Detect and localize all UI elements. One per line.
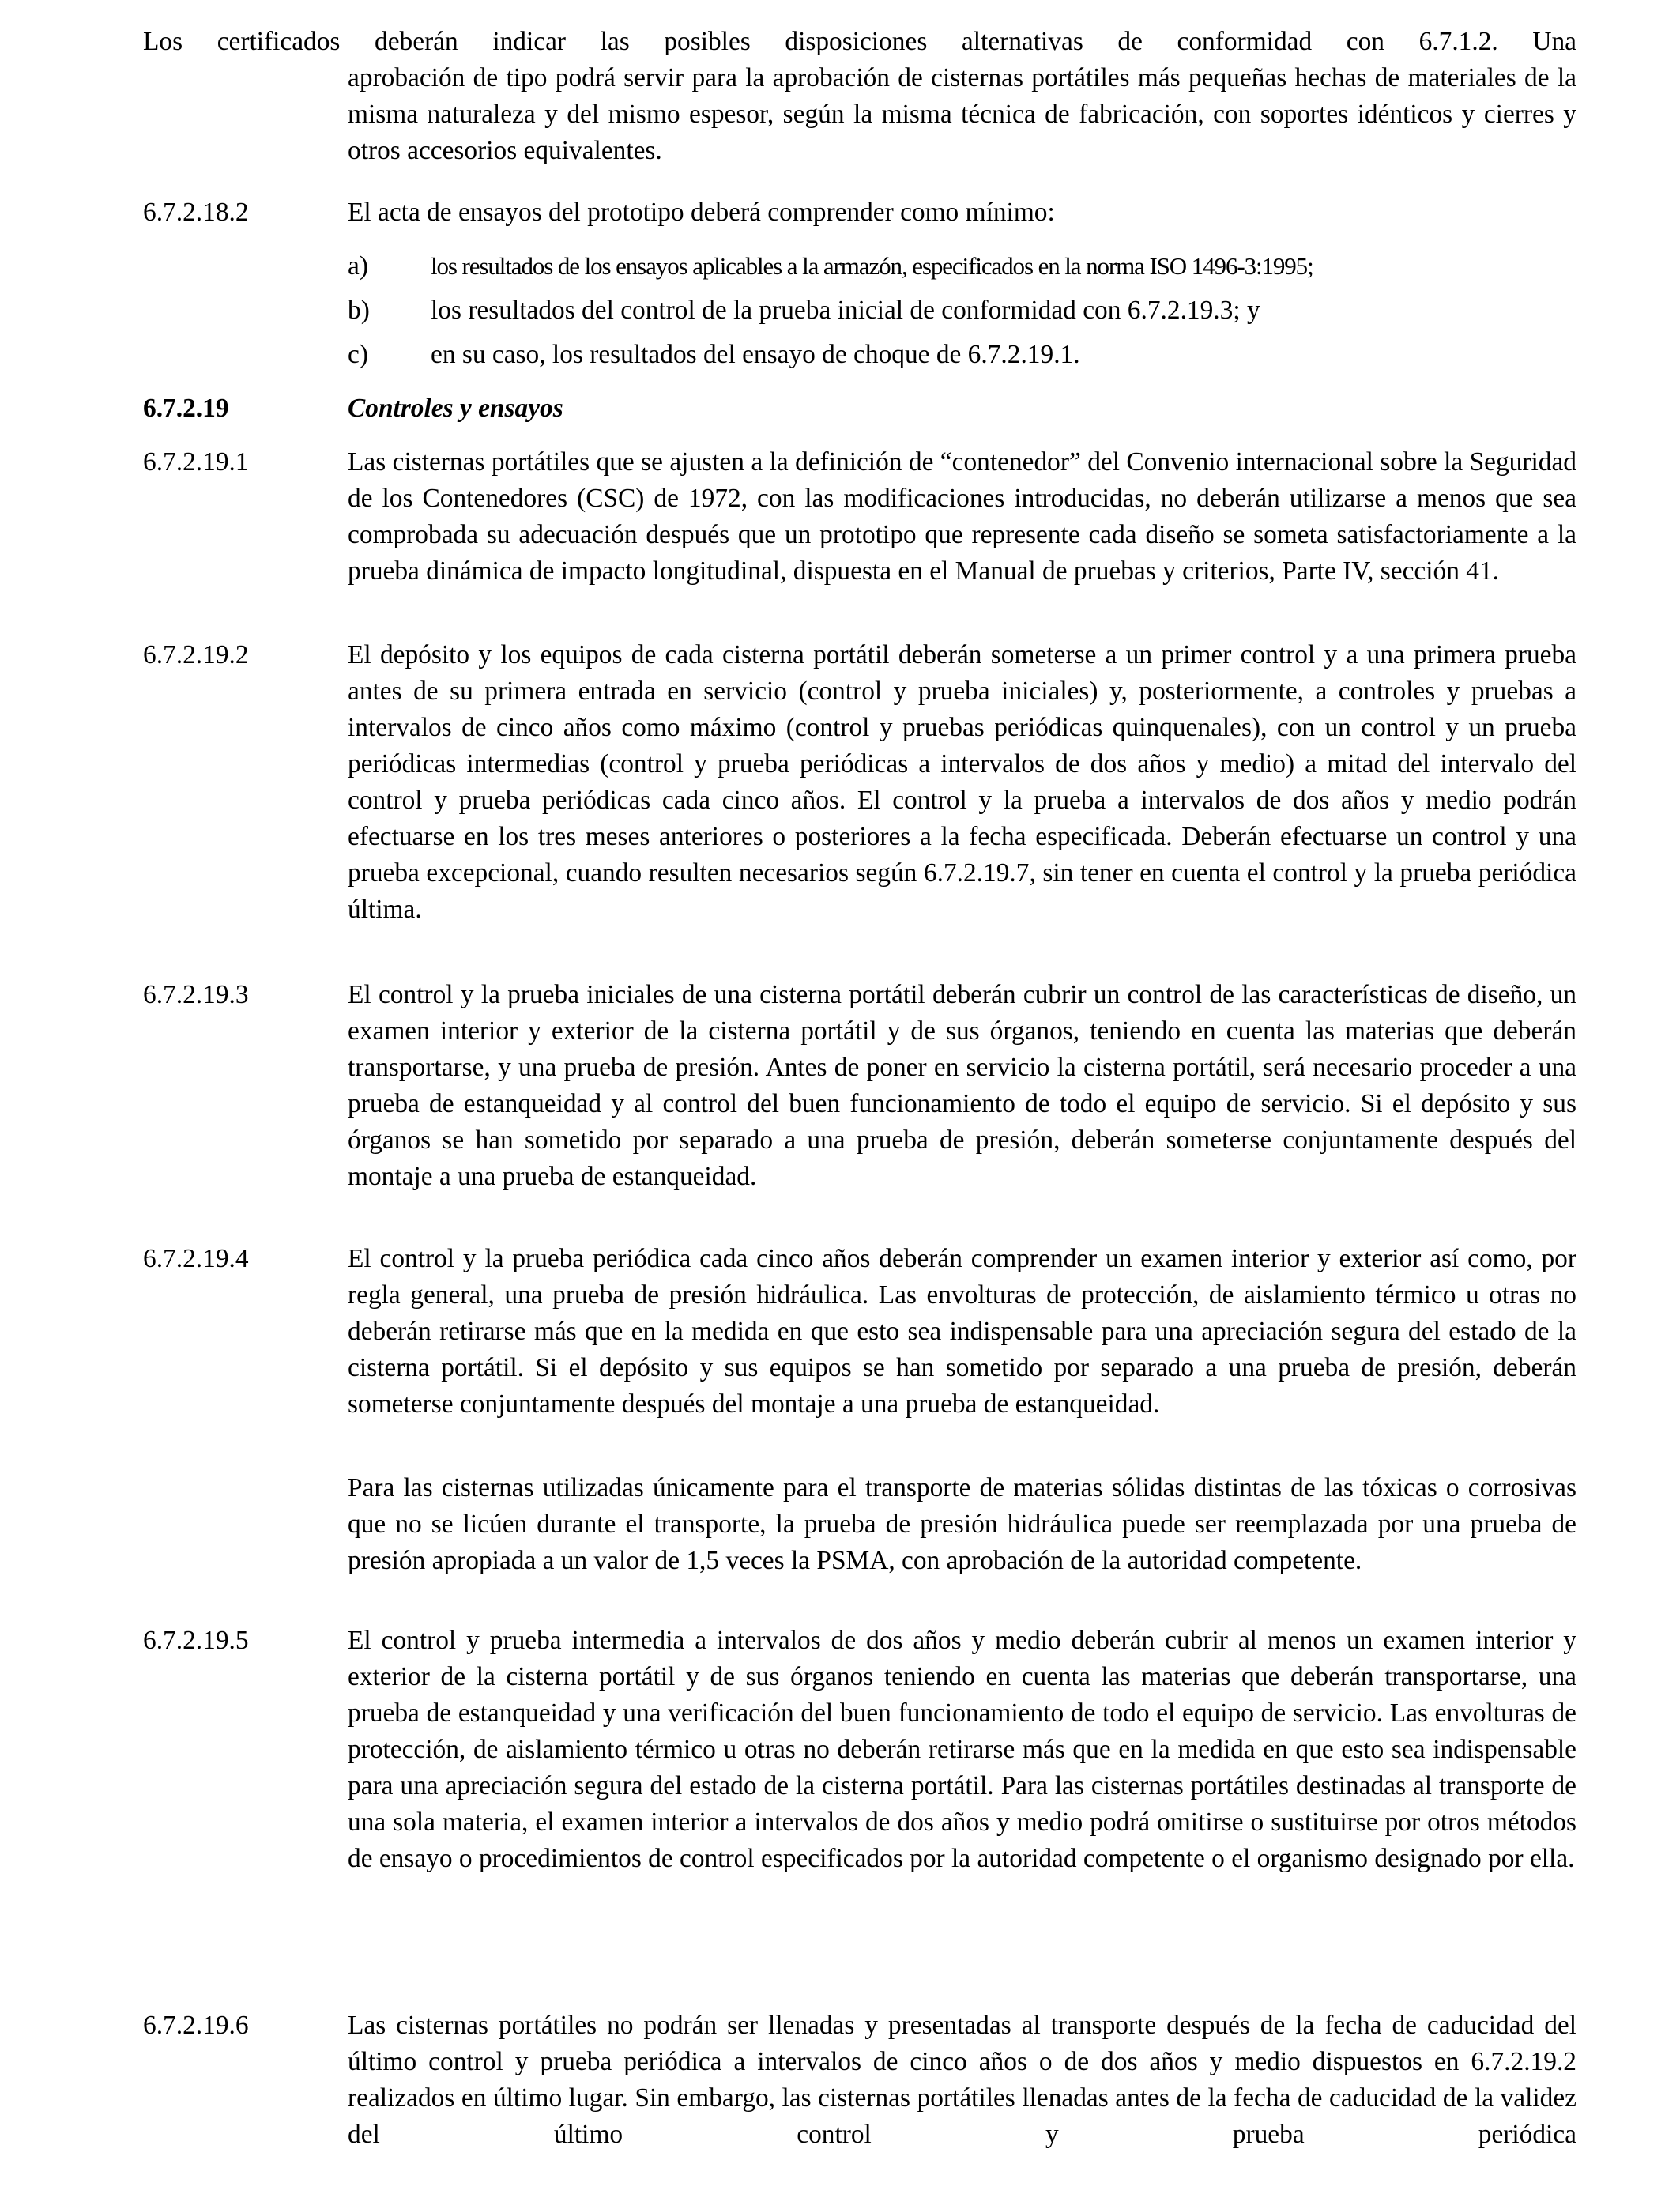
section-text-6-7-2-19-6: Las cisternas portátiles no podrán ser llenadas y presentadas al transporte después de la fecha de caducidad del último control y prueba periódica a intervalos de cinco años o de dos años y medio dispuestos en 6.7.2.19.2 realizados en último lugar. Sin embargo, las cisternas portátiles llenadas antes de la fecha de caducidad de la validez del último control y prueba periódica bbox=[348, 2011, 1576, 2149]
section-text-6-7-2-19-1: Las cisternas portátiles que se ajusten a la definición de “contenedor” del Convenio internacional sobre la Seguridad de los Contenedores (CSC) de 1972, con las modificaciones introducidas, no deberán utilizarse a menos que sea comprobada su adecuación después que un prototipo que represente cada diseño se someta satisfactoriamente a la prueba dinámica de impacto longitudinal, dispuesta en el Manual de pruebas y criterios, Parte IV, sección 41. bbox=[348, 447, 1576, 586]
section-text-6-7-2-19-3: El control y la prueba iniciales de una cisterna portátil deberán cubrir un control de las características de diseño, un examen interior y exterior de la cisterna portátil y de sus órganos, teniendo en cuenta las materias que deberán transportarse, y una prueba de presión. Antes de poner en servicio la cisterna portátil, será necesario proceder a una prueba de estanqueidad y al control del buen funcionamiento de todo el equipo de servicio. Si el depósito y sus órganos se han sometido por separado a una prueba de presión, deberán someterse conjuntamente después del montaje a una prueba de estanqueidad. bbox=[348, 980, 1576, 1191]
section-text-6-7-2-18-2: El acta de ensayos del prototipo deberá comprender como mínimo: bbox=[348, 198, 1055, 227]
section-number-6-7-2-19-4: 6.7.2.19.4 bbox=[143, 1244, 249, 1273]
section-number-6-7-2-19-1: 6.7.2.19.1 bbox=[143, 447, 249, 477]
list-item-letter-c: c) bbox=[348, 340, 368, 369]
list-item-text-b: los resultados del control de la prueba inicial de conformidad con 6.7.2.19.3; y bbox=[431, 296, 1260, 325]
section-number-6-7-2-19-5: 6.7.2.19.5 bbox=[143, 1626, 249, 1655]
section-number-6-7-2-18-2: 6.7.2.18.2 bbox=[143, 198, 249, 227]
section-number-6-7-2-19-2: 6.7.2.19.2 bbox=[143, 640, 249, 669]
list-item-letter-a: a) bbox=[348, 251, 368, 281]
list-item-text-c: en su caso, los resultados del ensayo de choque de 6.7.2.19.1. bbox=[431, 340, 1080, 369]
heading-number-6-7-2-19: 6.7.2.19 bbox=[143, 394, 229, 423]
list-item-text-a: los resultados de los ensayos aplicables a la armazón, especificados en la norma ISO 1496-3:1995; bbox=[431, 252, 1313, 280]
section-text-6-7-2-19-5: El control y prueba intermedia a intervalos de dos años y medio deberán cubrir al menos un examen interior y exterior de la cisterna portátil y de sus órganos teniendo en cuenta las materias que deberán transportarse, una prueba de estanqueidad y una verificación del buen funcionamiento de todo el equipo de servicio. Las envolturas de protección, de aislamiento térmico u otras no deberán retirarse más que en la medida en que esto sea indispensable para una apreciación segura del estado de la cisterna portátil. Para las cisternas portátiles destinadas al transporte de una sola materia, el examen interior a intervalos de dos años y medio podrá omitirse o sustituirse por otros métodos de ensayo o procedimientos de control especificados por la autoridad competente o el organismo designado por ella. bbox=[348, 1626, 1576, 1873]
section-number-6-7-2-19-6: 6.7.2.19.6 bbox=[143, 2011, 249, 2040]
list-item-letter-b: b) bbox=[348, 296, 370, 325]
intro-first-line: Los certificados deberán indicar las posibles disposiciones alternativas de conformidad con 6.7.1.2. Una bbox=[143, 27, 1576, 56]
section-text-6-7-2-19-2: El depósito y los equipos de cada cisterna portátil deberán someterse a un primer control y a una primera prueba antes de su primera entrada en servicio (control y prueba iniciales) y, posteriormente, a controles y pruebas a intervalos de cinco años como máximo (control y pruebas periódicas quinquenales), con un control y un prueba periódicas intermedias (control y prueba periódicas a intervalos de dos años y medio) a mitad del intervalo del control y prueba periódicas cada cinco años. El control y la prueba a intervalos de dos años y medio podrán efectuarse en los tres meses anteriores o posteriores a la fecha especificada. Deberán efectuarse un control y una prueba excepcional, cuando resulten necesarios según 6.7.2.19.7, sin tener en cuenta el control y la prueba periódica última. bbox=[348, 640, 1576, 924]
section-number-6-7-2-19-3: 6.7.2.19.3 bbox=[143, 980, 249, 1009]
section-text-6-7-2-19-4: El control y la prueba periódica cada cinco años deberán comprender un examen interior y exterior así como, por regla general, una prueba de presión hidráulica. Las envolturas de protección, de aislamiento térmico u otras no deberán retirarse más que en la medida en que esto sea indispensable para una apreciación segura del estado de la cisterna portátil. Si el depósito y sus equipos se han sometido por separado a una prueba de presión, deberán someterse conjuntamente después del montaje a una prueba de estanqueidad. bbox=[348, 1244, 1576, 1419]
intro-continuation: aprobación de tipo podrá servir para la aprobación de cisternas portátiles más pequeñas hechas de materiales de la misma naturaleza y del mismo espesor, según la misma técnica de fabricación, con soportes idénticos y cierres y otros accesorios equivalentes. bbox=[348, 63, 1576, 165]
section-text-6-7-2-19-4-paragraph-2: Para las cisternas utilizadas únicamente para el transporte de materias sólidas distintas de las tóxicas o corrosivas que no se licúen durante el transporte, la prueba de presión hidráulica puede ser reemplazada por una prueba de presión apropiada a un valor de 1,5 veces la PSMA, con aprobación de la autoridad competente. bbox=[348, 1473, 1576, 1575]
heading-title-controles-y-ensayos: Controles y ensayos bbox=[348, 394, 563, 423]
